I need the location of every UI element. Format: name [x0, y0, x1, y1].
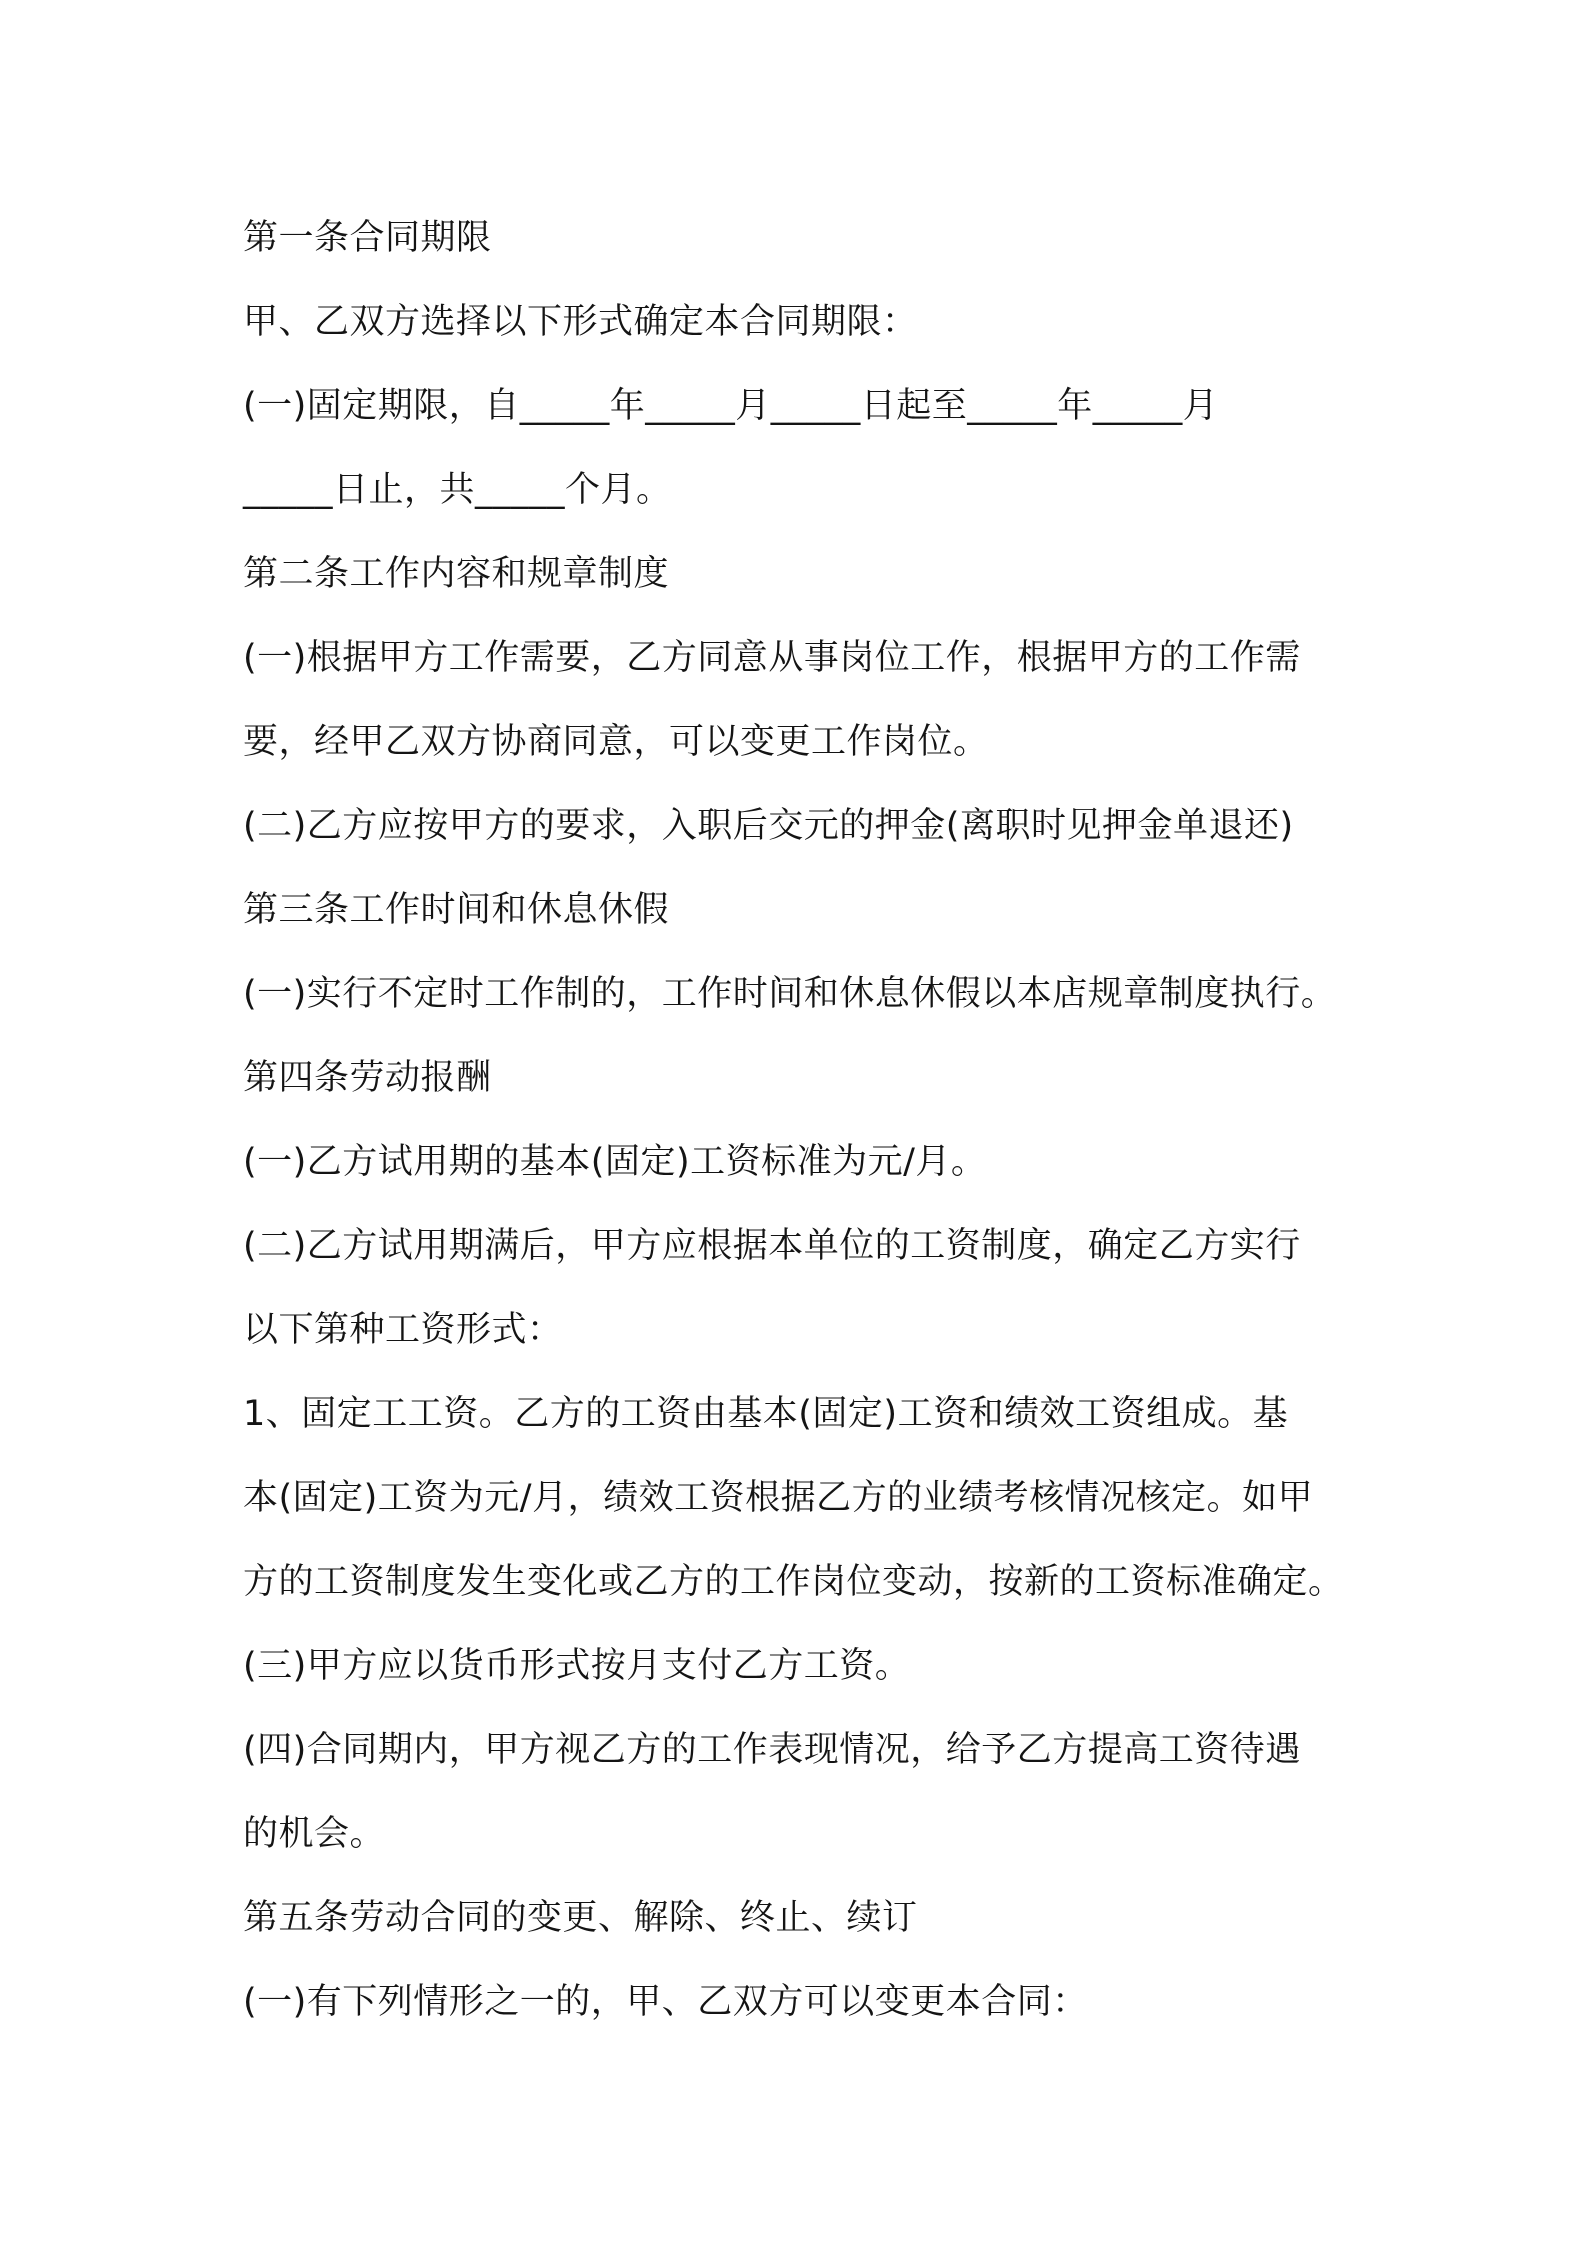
paragraph-line: 本(固定)工资为元/月，绩效工资根据乙方的业绩考核情况核定。如甲 [243, 1478, 1314, 1518]
document-body [243, 196, 1393, 2044]
paragraph-line: (三)甲方应以货币形式按月支付乙方工资。 [243, 1646, 911, 1686]
paragraph-line: 1、固定工工资。乙方的工资由基本(固定)工资和绩效工资组成。基 [243, 1394, 1289, 1434]
paragraph-line: (一)根据甲方工作需要，乙方同意从事岗位工作，根据甲方的工作需 [243, 638, 1301, 678]
article-2-heading: 第二条工作内容和规章制度 [243, 554, 670, 594]
paragraph-line: (一)实行不定时工作制的，工作时间和休息休假以本店规章制度执行。 [243, 974, 1337, 1014]
paragraph-line: (二)乙方试用期满后，甲方应根据本单位的工资制度，确定乙方实行 [243, 1226, 1301, 1266]
paragraph-line: 要，经甲乙双方协商同意，可以变更工作岗位。 [243, 722, 989, 762]
paragraph-line: 以下第种工资形式： [243, 1310, 563, 1350]
paragraph-line: (四)合同期内，甲方视乙方的工作表现情况，给予乙方提高工资待遇 [243, 1730, 1301, 1770]
article-3-heading: 第三条工作时间和休息休假 [243, 890, 670, 930]
article-1-heading: 第一条合同期限 [243, 218, 492, 258]
paragraph-line: 方的工资制度发生变化或乙方的工作岗位变动，按新的工资标准确定。 [243, 1562, 1344, 1602]
paragraph-line: (一)固定期限，自_____年_____月_____日起至_____年_____月 [243, 386, 1219, 426]
paragraph-line: (二)乙方应按甲方的要求，入职后交元的押金(离职时见押金单退还) [243, 806, 1294, 846]
paragraph-line: 的机会。 [243, 1814, 386, 1854]
article-5-heading: 第五条劳动合同的变更、解除、终止、续订 [243, 1898, 918, 1938]
paragraph-line: _____日止，共_____个月。 [243, 470, 672, 510]
paragraph-line: (一)乙方试用期的基本(固定)工资标准为元/月。 [243, 1142, 987, 1182]
paragraph-line: 甲、乙双方选择以下形式确定本合同期限： [243, 302, 918, 342]
paragraph-line: (一)有下列情形之一的，甲、乙双方可以变更本合同： [243, 1982, 1088, 2022]
article-4-heading: 第四条劳动报酬 [243, 1058, 492, 1098]
